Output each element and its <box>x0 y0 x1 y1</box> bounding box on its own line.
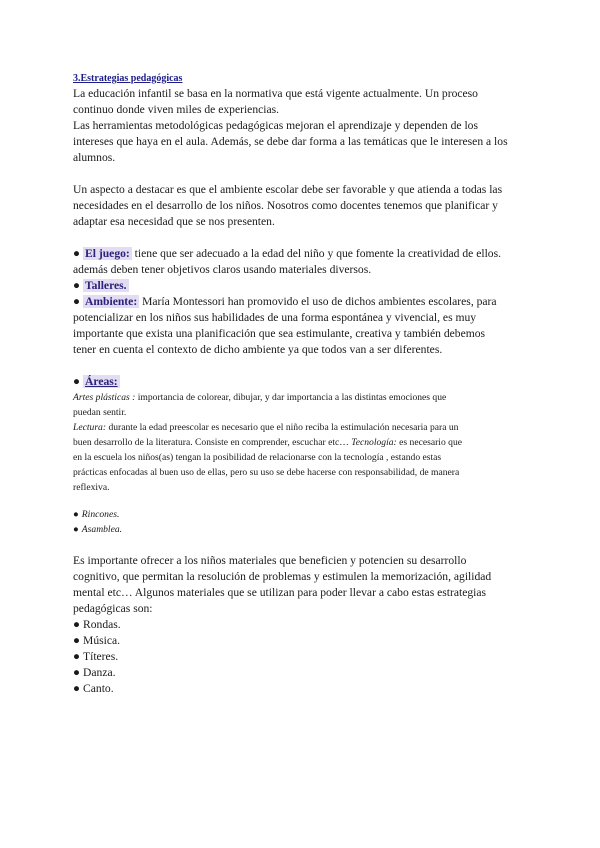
tecnologia-label: Tecnología: <box>351 437 397 448</box>
tecnologia-continuation: prácticas enfocadas al buen uso de ellas, pero su uso se debe hacerse con responsabilidad, de manera <box>73 467 460 478</box>
bullet-icon: ● <box>73 279 81 292</box>
lectura-continuation <box>73 435 535 450</box>
ambiente-text: María Montessori han promovido el uso de dichos ambientes escolares, para <box>139 295 497 308</box>
juego-continuation: además deben tener objetivos claros usando materiales diversos. <box>73 263 372 276</box>
rincones-label: Rincones. <box>81 509 120 520</box>
material-label: Títeres. <box>83 650 119 663</box>
tecnologia-continuation: reflexiva. <box>73 482 110 493</box>
text-line: La educación infantil se basa en la normativa que está vigente actualmente. Un proceso <box>73 87 478 100</box>
juego-label: El juego: <box>85 247 130 260</box>
text-line: adaptar esa necesidad que se nos presenten. <box>73 215 275 228</box>
tecnologia-text: es necesario que <box>396 437 463 448</box>
lectura-label: Lectura: <box>73 422 107 433</box>
intro-paragraph <box>73 86 535 166</box>
text-line: alumnos. <box>73 151 116 164</box>
lectura-text: durante la edad preescolar es necesario que el niño reciba la estimulación necesaria para un <box>106 422 459 433</box>
list-item-juego <box>73 246 535 262</box>
bullet-icon: ● <box>73 247 81 260</box>
material-label: Canto. <box>83 682 114 695</box>
text-line: cognitivo, que permitan la resolución de problemas y estimulen la memorización, agilidad <box>73 570 492 583</box>
materiales-paragraph <box>73 553 535 617</box>
list-item <box>73 681 535 697</box>
artes-continuation: puedan sentir. <box>73 407 127 418</box>
text-line: continuo donde viven miles de experiencias. <box>73 103 280 116</box>
list-item-areas <box>73 374 535 390</box>
ambiente-continuation: potencializar en los niños sus habilidades de una forma espontánea y vivencial, es muy <box>73 311 477 324</box>
bullet-icon: ● <box>73 650 81 663</box>
document-content <box>73 72 535 697</box>
ambiente-continuation: importante que exista una planificación que sea estimulante, creativa y también debemos <box>73 327 486 340</box>
spacer <box>73 495 535 507</box>
text-line: pedagógicas son: <box>73 602 153 615</box>
strategy-list <box>73 246 535 358</box>
bullet-icon: ● <box>73 509 79 520</box>
artes-line <box>73 390 535 405</box>
spacer <box>73 358 535 374</box>
text-line: necesidades en el desarrollo de los niños. Nosotros como docentes tenemos que planificar y <box>73 199 498 212</box>
juego-text: tiene que ser adecuado a la edad del niño y que fomente la creatividad de ellos. <box>131 247 502 260</box>
areas-label: Áreas: <box>85 375 118 388</box>
list-item <box>73 665 535 681</box>
bullet-icon: ● <box>73 295 81 308</box>
material-label: Música. <box>83 634 121 647</box>
list-item-ambiente <box>73 294 535 310</box>
list-item <box>73 633 535 649</box>
text-line: Las herramientas metodológicas pedagógicas mejoran el aprendizaje y dependen de los <box>73 119 478 132</box>
text-line: mental etc… Algunos materiales que se utilizan para poder llevar a cabo estas estrategias <box>73 586 487 599</box>
bullet-icon: ● <box>73 618 81 631</box>
spacer <box>73 537 535 553</box>
list-item-rincones <box>73 507 535 522</box>
list-item-asamblea <box>73 522 535 537</box>
talleres-label: Talleres. <box>85 279 127 292</box>
ambiente-continuation: tener en cuenta el contexto de dicho ambiente ya que todos van a ser diferentes. <box>73 343 443 356</box>
list-item <box>73 649 535 665</box>
lectura-line <box>73 420 535 435</box>
areas-section <box>73 374 535 495</box>
list-item <box>73 617 535 633</box>
bullet-icon: ● <box>73 375 81 388</box>
asamblea-label: Asamblea. <box>81 524 123 535</box>
spacer <box>73 230 535 246</box>
material-label: Danza. <box>83 666 116 679</box>
list-item-talleres <box>73 278 535 294</box>
text-line: intereses que haya en el aula. Además, se debe dar forma a las temáticas que le interesen a los <box>73 135 508 148</box>
text-line: Un aspecto a destacar es que el ambiente escolar debe ser favorable y que atienda a todas las <box>73 183 503 196</box>
spacer <box>73 166 535 182</box>
bullet-icon: ● <box>73 682 81 695</box>
extra-list <box>73 507 535 537</box>
tecnologia-continuation: en la escuela los niños(as) tengan la posibilidad de relacionarse con la tecnología , estando estas <box>73 452 442 463</box>
artes-text: importancia de colorear, dibujar, y dar importancia a las distintas emociones que <box>135 392 447 403</box>
materiales-list <box>73 617 535 697</box>
section-title: 3.Estrategias pedagógicas <box>73 73 183 84</box>
bullet-icon: ● <box>73 666 81 679</box>
lectura-text-2: buen desarrollo de la literatura. Consiste en comprender, escuchar etc… <box>73 437 352 448</box>
bullet-icon: ● <box>73 524 79 535</box>
ambiente-paragraph <box>73 182 535 230</box>
bullet-icon: ● <box>73 634 81 647</box>
artes-label: Artes plásticas : <box>73 392 136 403</box>
ambiente-label: Ambiente: <box>85 295 138 308</box>
material-label: Rondas. <box>83 618 121 631</box>
text-line: Es importante ofrecer a los niños materiales que beneficien y potencien su desarrollo <box>73 554 467 567</box>
